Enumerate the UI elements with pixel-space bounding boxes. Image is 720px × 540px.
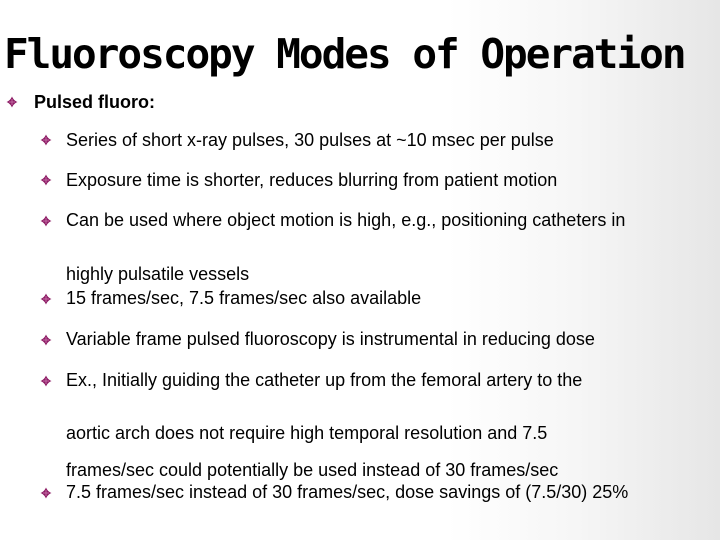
bullet-item-6-continuation-2: frames/sec could potentially be used instead of 30 frames/sec <box>66 460 559 480</box>
diamond-bullet-icon <box>6 96 18 108</box>
diamond-bullet-icon <box>40 487 52 499</box>
diamond-bullet-icon <box>40 134 52 146</box>
bullet-item-6: Ex., Initially guiding the catheter up from the femoral artery to the <box>66 370 583 390</box>
diamond-bullet-icon <box>40 375 52 387</box>
bullet-item-1: Series of short x-ray pulses, 30 pulses at ~10 msec per pulse <box>66 130 554 150</box>
bullet-item-6-continuation-1: aortic arch does not require high temporal resolution and 7.5 <box>66 423 548 443</box>
bullet-item-3: Can be used where object motion is high, e.g., positioning catheters in <box>66 210 626 230</box>
diamond-bullet-icon <box>40 293 52 305</box>
bullet-item-7: 7.5 frames/sec instead of 30 frames/sec, dose savings of (7.5/30) 25% <box>66 482 629 502</box>
bullet-pulsed-fluoro: Pulsed fluoro: <box>34 92 155 112</box>
slide-title: Fluoroscopy Modes of Operation <box>4 30 685 78</box>
bullet-item-2: Exposure time is shorter, reduces blurring from patient motion <box>66 170 558 190</box>
diamond-bullet-icon <box>40 334 52 346</box>
bullet-item-3-continuation: highly pulsatile vessels <box>66 264 250 284</box>
diamond-bullet-icon <box>40 215 52 227</box>
diamond-bullet-icon <box>40 174 52 186</box>
bullet-item-4: 15 frames/sec, 7.5 frames/sec also available <box>66 288 422 308</box>
bullet-item-5: Variable frame pulsed fluoroscopy is instrumental in reducing dose <box>66 329 595 349</box>
